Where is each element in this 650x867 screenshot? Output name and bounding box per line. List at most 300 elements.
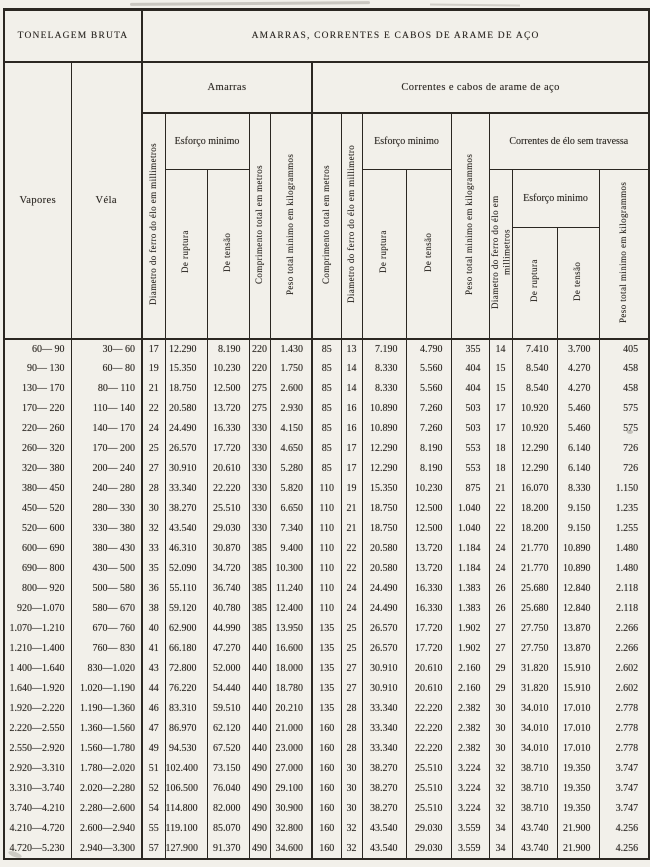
cell: 12.290 [362,439,406,459]
cell: 32 [489,759,512,779]
cell: 30.900 [270,799,312,819]
cell: 160 [312,839,341,859]
table-row [4,519,649,539]
table-row [4,839,649,859]
cell: 135 [312,659,341,679]
cell: 28 [142,479,165,499]
cell: 16 [341,419,362,439]
cell: 27.750 [512,639,557,659]
cell: 24.490 [362,579,406,599]
cell: 15.350 [362,479,406,499]
cell: 17 [489,419,512,439]
cell: 575 [599,419,649,439]
cell: 385 [249,579,270,599]
cell: 29.100 [270,779,312,799]
cell: 9.150 [557,519,599,539]
cell: 3.740—4.210 [4,799,71,819]
table-row [4,359,649,379]
cell: 114.800 [165,799,207,819]
cell: 27.000 [270,759,312,779]
cell: 2.602 [599,659,649,679]
col-header-peso-correntes: Peso total minimo em kilogrammos [451,113,489,339]
cell: 160 [312,819,341,839]
cell: 7.410 [512,339,557,359]
cell: 8.330 [362,359,406,379]
cell: 330— 380 [71,519,142,539]
cell: 8.190 [406,459,451,479]
cell: 23.000 [270,739,312,759]
cell: 24 [489,559,512,579]
cell: 1.210—1.400 [4,639,71,659]
table-row [4,339,649,359]
cell: 44 [142,679,165,699]
cell: 30 [489,739,512,759]
cell: 59.120 [165,599,207,619]
cell: 54 [142,799,165,819]
cell: 800— 920 [4,579,71,599]
cell: 3.747 [599,759,649,779]
cell: 10.890 [557,539,599,559]
cell: 13.720 [207,399,249,419]
cell: 13 [341,339,362,359]
cell: 490 [249,819,270,839]
table-row [4,499,649,519]
cell: 33 [142,539,165,559]
cell: 30 [142,499,165,519]
cell: 280— 330 [71,499,142,519]
cell: 1 400—1.640 [4,659,71,679]
cell: 1.480 [599,559,649,579]
cell: 575 [599,399,649,419]
cell: 1.560—1.780 [71,739,142,759]
cell: 20.580 [362,559,406,579]
cell: 9.150 [557,499,599,519]
table-row [4,479,649,499]
cell: 4.150 [270,419,312,439]
cell: 6.650 [270,499,312,519]
cell: 7.340 [270,519,312,539]
cell: 47.270 [207,639,249,659]
cell: 16.330 [207,419,249,439]
cell: 6.140 [557,459,599,479]
cell: 24.490 [362,599,406,619]
cell: 43.540 [362,839,406,859]
cell: 36 [142,579,165,599]
cell: 19.350 [557,759,599,779]
cell: 2.778 [599,699,649,719]
cell: 12.400 [270,599,312,619]
cell: 385 [249,539,270,559]
cell: 12.840 [557,599,599,619]
cell: 25 [341,639,362,659]
cell: 1.383 [451,579,489,599]
cell: 260— 320 [4,439,71,459]
cell: 2.600 [270,379,312,399]
cell: 26 [489,599,512,619]
cell: 17 [489,399,512,419]
cell: 16.330 [406,599,451,619]
cell: 2.550—2.920 [4,739,71,759]
cell: 12.500 [406,519,451,539]
cell: 12.290 [512,439,557,459]
cell: 29.030 [406,819,451,839]
cell: 220 [249,339,270,359]
cell: 22 [489,499,512,519]
cell: 12.290 [362,459,406,479]
cell: 8.190 [207,339,249,359]
cell: 18.200 [512,519,557,539]
cell: 5.460 [557,399,599,419]
cell: 110 [312,519,341,539]
cell: 830—1.020 [71,659,142,679]
cell: 2.118 [599,579,649,599]
cell: 110 [312,559,341,579]
cell: 25.510 [406,779,451,799]
cell: 86.970 [165,719,207,739]
cell: 85 [312,419,341,439]
cell: 385 [249,559,270,579]
cell: 404 [451,359,489,379]
cell: 28 [341,699,362,719]
cell: 13.870 [557,639,599,659]
table-row [4,639,649,659]
cell: 10.300 [270,559,312,579]
cell: 405 [599,339,649,359]
cell: 220— 260 [4,419,71,439]
table-row [4,619,649,639]
cell: 73.150 [207,759,249,779]
cell: 3.310—3.740 [4,779,71,799]
cell: 275 [249,379,270,399]
cell: 26 [489,579,512,599]
cell: 6.140 [557,439,599,459]
cell: 91.370 [207,839,249,859]
cell: 1.040 [451,519,489,539]
cell: 21.900 [557,819,599,839]
cell: 2.382 [451,699,489,719]
cell: 22 [142,399,165,419]
group-header-amarras: Amarras [142,62,312,113]
cell: 140— 170 [71,419,142,439]
cell: 57 [142,839,165,859]
cell: 2.118 [599,599,649,619]
cell: 34.010 [512,699,557,719]
cell: 55.110 [165,579,207,599]
cell: 21.000 [270,719,312,739]
cell: 15 [489,379,512,399]
cell: 24 [341,579,362,599]
cell: 21.770 [512,539,557,559]
table-row [4,599,649,619]
cell: 10.920 [512,399,557,419]
cell: 458 [599,379,649,399]
cell: 380— 450 [4,479,71,499]
cell: 330 [249,519,270,539]
cell: 29.030 [406,839,451,859]
cell: 46 [142,699,165,719]
cell: 20.580 [165,399,207,419]
col-header-vapores: Vapores [4,62,71,339]
cell: 31.820 [512,679,557,699]
cell: 2.160 [451,659,489,679]
cell: 59.510 [207,699,249,719]
cell: 38.710 [512,759,557,779]
cell: 21.770 [512,559,557,579]
group-header-esforco-minimo-correntes: Esforço minimo [362,113,451,170]
cell: 38.270 [165,499,207,519]
cell: 25.680 [512,599,557,619]
cell: 32.800 [270,819,312,839]
cell: 2.280—2.600 [71,799,142,819]
cell: 52.000 [207,659,249,679]
cell: 760— 830 [71,639,142,659]
cell: 12.290 [165,339,207,359]
cell: 40.780 [207,599,249,619]
cell: 27 [341,659,362,679]
cell: 7.260 [406,419,451,439]
cell: 20.610 [207,459,249,479]
cell: 17.720 [406,619,451,639]
cell: 160 [312,759,341,779]
group-header-correntes-cabos: Correntes e cabos de arame de aço [312,62,649,113]
cell: 17.010 [557,739,599,759]
cell: 12.840 [557,579,599,599]
group-header-esforco-minimo-travessa: Esforço minimo [512,170,599,228]
cell: 33.340 [165,479,207,499]
cell: 9.400 [270,539,312,559]
cell: 13.720 [406,539,451,559]
cell: 10.890 [362,399,406,419]
equipment-table [3,8,650,860]
cell: 3.224 [451,799,489,819]
cell: 2.778 [599,719,649,739]
cell: 690— 800 [4,559,71,579]
cell: 330 [249,419,270,439]
cell: 4.256 [599,819,649,839]
cell: 24 [142,419,165,439]
cell: 3.747 [599,799,649,819]
cell: 4.650 [270,439,312,459]
cell: 15.910 [557,679,599,699]
scan-noise-mark [130,1,370,6]
cell: 31.820 [512,659,557,679]
cell: 458 [599,359,649,379]
cell: 60— 90 [4,339,71,359]
cell: 21 [142,379,165,399]
cell: 1.184 [451,539,489,559]
cell: 106.500 [165,779,207,799]
cell: 160 [312,719,341,739]
cell: 5.560 [406,359,451,379]
cell: 220 [249,359,270,379]
cell: 2.020—2.280 [71,779,142,799]
cell: 1.640—1.920 [4,679,71,699]
cell: 85 [312,339,341,359]
cell: 32 [489,779,512,799]
cell: 275 [249,399,270,419]
cell: 15.910 [557,659,599,679]
cell: 85 [312,399,341,419]
cell: 500— 580 [71,579,142,599]
cell: 41 [142,639,165,659]
cell: 726 [599,439,649,459]
col-header-diametro-amarras: Diametro do ferro do élo em millimetros [142,113,165,339]
cell: 600— 690 [4,539,71,559]
col-header-comprimento-correntes: Comprimento total em metros [312,113,341,339]
cell: 34.600 [270,839,312,859]
cell: 1.020—1.190 [71,679,142,699]
cell: 875 [451,479,489,499]
cell: 51 [142,759,165,779]
cell: 33.340 [362,699,406,719]
col-header-peso-travessa: Peso total minimo em kilogrammos [599,170,649,339]
cell: 440 [249,739,270,759]
cell: 4.270 [557,359,599,379]
cell: 12.500 [406,499,451,519]
cell: 127.900 [165,839,207,859]
cell: 20.210 [270,699,312,719]
table-row [4,439,649,459]
cell: 503 [451,419,489,439]
col-header-vela: Véla [71,62,142,339]
cell: 110 [312,599,341,619]
table-row [4,739,649,759]
cell: 19.350 [557,799,599,819]
cell: 60— 80 [71,359,142,379]
cell: 21 [341,519,362,539]
cell: 440 [249,699,270,719]
cell: 10.890 [557,559,599,579]
cell: 90— 130 [4,359,71,379]
cell: 2.778 [599,739,649,759]
cell: 82.000 [207,799,249,819]
cell: 18.000 [270,659,312,679]
cell: 30 [341,759,362,779]
cell: 17 [341,439,362,459]
cell: 240— 280 [71,479,142,499]
table-row [4,699,649,719]
cell: 38.710 [512,799,557,819]
cell: 46.310 [165,539,207,559]
cell: 330 [249,499,270,519]
cell: 4.790 [406,339,451,359]
cell: 135 [312,699,341,719]
cell: 30.870 [207,539,249,559]
cell: 38.270 [362,799,406,819]
cell: 16.600 [270,639,312,659]
cell: 72.800 [165,659,207,679]
cell: 440 [249,679,270,699]
cell: 25.510 [406,759,451,779]
cell: 13.870 [557,619,599,639]
cell: 8.190 [406,439,451,459]
cell: 29.030 [207,519,249,539]
cell: 3.700 [557,339,599,359]
cell: 4.210—4.720 [4,819,71,839]
cell: 200— 240 [71,459,142,479]
col-header-ruptura-amarras: De ruptura [165,170,207,339]
col-header-comprimento-amarras: Comprimento total em metros [249,113,270,339]
cell: 1.920—2.220 [4,699,71,719]
cell: 43.540 [165,519,207,539]
cell: 2.220—2.550 [4,719,71,739]
scan-noise-mark [430,4,520,7]
cell: 490 [249,839,270,859]
cell: 27.750 [512,619,557,639]
cell: 30.910 [165,459,207,479]
cell: 40 [142,619,165,639]
cell: 110 [312,579,341,599]
cell: 4.270 [557,379,599,399]
cell: 10.890 [362,419,406,439]
cell: 1.780—2.020 [71,759,142,779]
cell: 490 [249,779,270,799]
cell: 25 [341,619,362,639]
cell: 2.600—2.940 [71,819,142,839]
cell: 404 [451,379,489,399]
cell: 320— 380 [4,459,71,479]
cell: 32 [142,519,165,539]
cell: 38 [142,599,165,619]
cell: 1.383 [451,599,489,619]
cell: 440 [249,639,270,659]
cell: 30 [341,779,362,799]
cell: 920—1.070 [4,599,71,619]
cell: 3.747 [599,779,649,799]
cell: 24 [341,599,362,619]
cell: 83.310 [165,699,207,719]
cell: 24.490 [165,419,207,439]
cell: 13.720 [406,559,451,579]
cell: 12.500 [207,379,249,399]
cell: 102.400 [165,759,207,779]
header-tonelagem-bruta: TONELAGEM BRUTA [4,10,142,62]
table-row [4,459,649,479]
cell: 19 [341,479,362,499]
cell: 34.010 [512,719,557,739]
cell: 330 [249,479,270,499]
cell: 2.920—3.310 [4,759,71,779]
cell: 17.010 [557,719,599,739]
cell: 8.330 [557,479,599,499]
cell: 110— 140 [71,399,142,419]
cell: 3.224 [451,759,489,779]
group-header-esforco-minimo-amarras: Esforço minimo [165,113,249,170]
cell: 1.255 [599,519,649,539]
cell: 85 [312,439,341,459]
cell: 1.750 [270,359,312,379]
cell: 2.940—3.300 [71,839,142,859]
cell: 52.090 [165,559,207,579]
cell: 30.910 [362,659,406,679]
table-row [4,799,649,819]
cell: 110 [312,539,341,559]
cell: 34.010 [512,739,557,759]
cell: 29 [489,659,512,679]
cell: 26.570 [362,639,406,659]
cell: 385 [249,619,270,639]
cell: 14 [341,359,362,379]
cell: 18.200 [512,499,557,519]
cell: 22 [489,519,512,539]
cell: 3.224 [451,779,489,799]
cell: 16 [341,399,362,419]
cell: 135 [312,679,341,699]
cell: 490 [249,799,270,819]
cell: 553 [451,439,489,459]
cell: 553 [451,459,489,479]
cell: 21 [341,499,362,519]
